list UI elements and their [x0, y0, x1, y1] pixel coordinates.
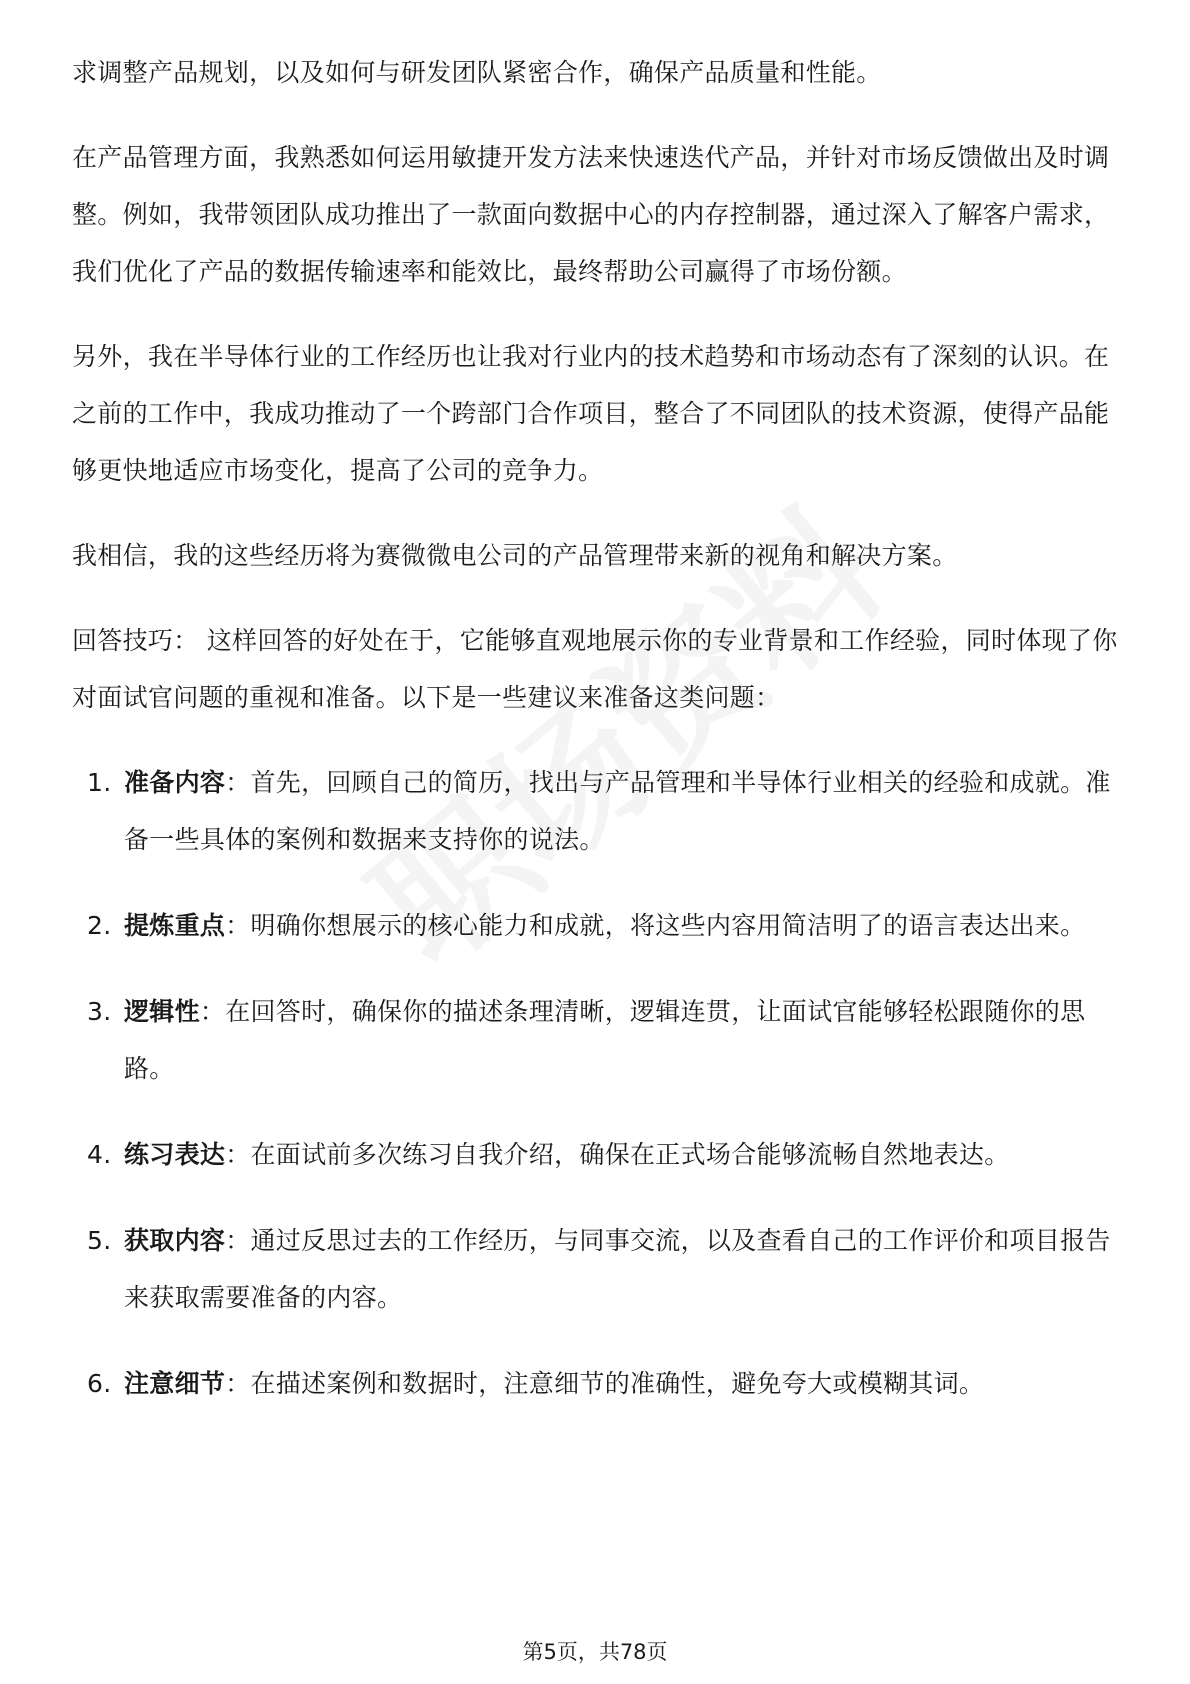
paragraph-3: 另外，我在半导体行业的工作经历也让我对行业内的技术趋势和市场动态有了深刻的认识。在之前的工作中，我成功推动了一个跨部门合作项目，整合了不同团队的技术资源，使得产品能够更快地适应市场变化，提高了公司的竞争力。: [72, 342, 1110, 485]
item-keyword: 获取内容: [124, 1226, 226, 1255]
list-item: [72, 1126, 1122, 1183]
item-number: 1.: [87, 768, 112, 797]
paragraph-1: 求调整产品规划，以及如何与研发团队紧密合作，确保产品质量和性能。: [72, 58, 882, 87]
item-keyword: 提炼重点: [124, 911, 226, 940]
list-item: [72, 983, 1122, 1097]
item-number: 6.: [87, 1369, 112, 1398]
item-keyword: 准备内容: [124, 768, 226, 797]
item-text: ：明确你想展示的核心能力和成就，将这些内容用简洁明了的语言表达出来。: [225, 911, 1086, 940]
item-number: 5.: [87, 1226, 112, 1255]
page-footer: 第5页，共78页: [522, 1640, 668, 1664]
item-keyword: 注意细节: [124, 1369, 226, 1398]
list-item: [72, 1212, 1122, 1326]
answer-tips-paragraph: 回答技巧： 这样回答的好处在于，它能够直观地展示你的专业背景和工作经验，同时体现了你对面试官问题的重视和准备。以下是一些建议来准备这类问题：: [72, 626, 1118, 712]
tips-list: [72, 754, 1122, 1412]
item-text: ：在面试前多次练习自我介绍，确保在正式场合能够流畅自然地表达。: [225, 1140, 1010, 1169]
paragraph-2: 在产品管理方面，我熟悉如何运用敏捷开发方法来快速迭代产品，并针对市场反馈做出及时调整。例如，我带领团队成功推出了一款面向数据中心的内存控制器，通过深入了解客户需求，我们优化了产品的数据传输速率和能效比，最终帮助公司赢得了市场份额。: [72, 143, 1110, 286]
paragraph-4: 我相信，我的这些经历将为赛微微电公司的产品管理带来新的视角和解决方案。: [72, 541, 958, 570]
list-item: [72, 897, 1122, 954]
list-item: [72, 1355, 1122, 1412]
item-keyword: 逻辑性: [124, 997, 200, 1026]
item-number: 2.: [87, 911, 112, 940]
item-text: ：在回答时，确保你的描述条理清晰，逻辑连贯，让面试官能够轻松跟随你的思路。: [124, 997, 1086, 1083]
item-number: 3.: [87, 997, 112, 1026]
item-keyword: 练习表达: [124, 1140, 226, 1169]
item-text: ：首先，回顾自己的简历，找出与产品管理和半导体行业相关的经验和成就。准备一些具体的案例和数据来支持你的说法。: [124, 768, 1111, 854]
page-content: [72, 44, 1122, 1441]
item-text: ：通过反思过去的工作经历，与同事交流，以及查看自己的工作评价和项目报告来获取需要准备的内容。: [124, 1226, 1111, 1312]
item-text: ：在描述案例和数据时，注意细节的准确性，避免夸大或模糊其词。: [225, 1369, 985, 1398]
list-item: [72, 754, 1122, 868]
item-number: 4.: [87, 1140, 112, 1169]
